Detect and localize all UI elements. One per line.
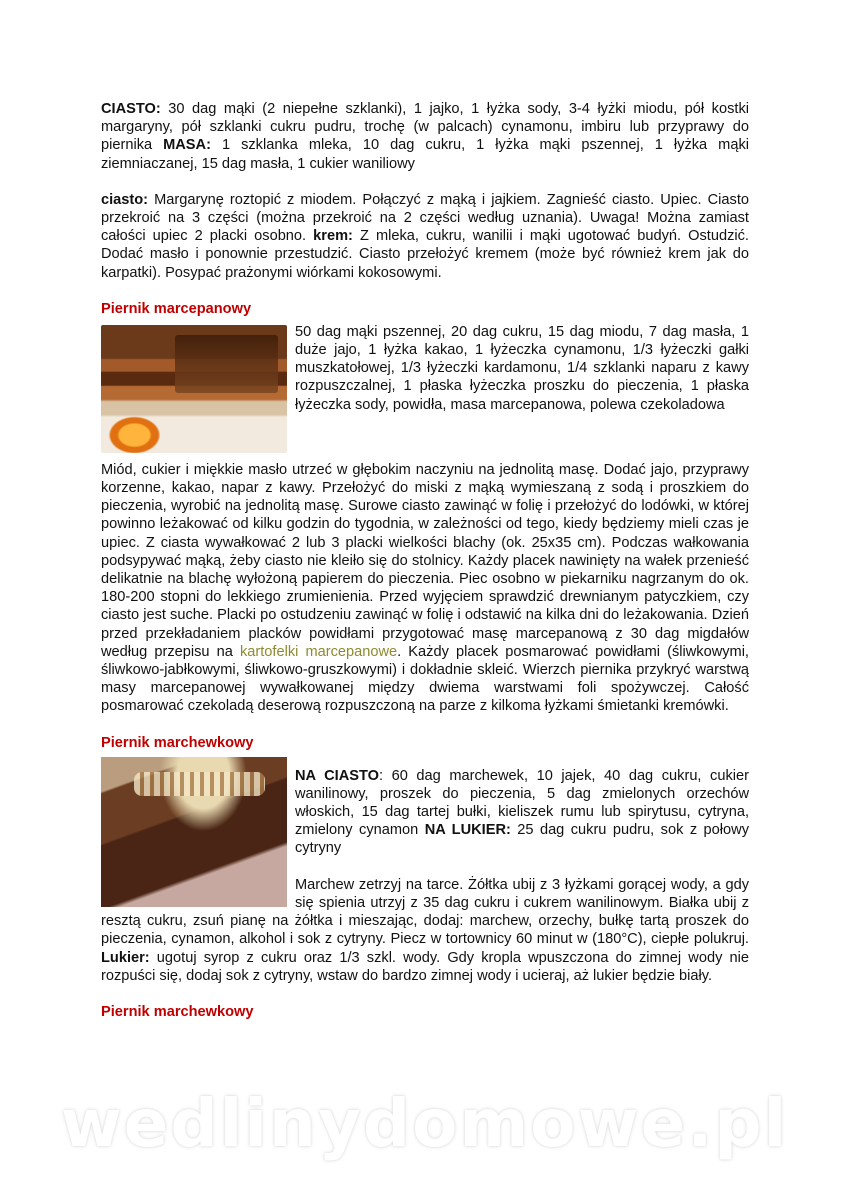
label-krem: krem:	[313, 228, 353, 245]
marzipan-ingredients: 50 dag mąki pszennej, 20 dag cukru, 15 dag miodu, 7 dag masła, 1 duże jajo, 1 łyżka kakao, 1 łyżeczka cynamonu, 1/3 łyżeczki gałki muszkatołowej, 1/3 łyżeczki kardamonu, 1/4 szklanki naparu z kawy rozpuszczalnej, 1 płaska łyżeczka proszku do pieczenia, 1 płaska łyżeczka sody, powidła, masa marcepanowa, polewa czekoladowa	[295, 323, 749, 413]
marzipan-method: Miód, cukier i miękkie masło utrzeć w głębokim naczyniu na jednolitą masę. Dodać jajo, przyprawy korzenne, kakao, napar z kawy. Przełożyć do miski z mąką wymieszaną z sodą i proszkiem do pieczenia, wyrobić na jednolitą masę. Surowe ciasto zawinąć w folię i przełożyć do lodówki, w której powinno leżakować od kilku godzin do tygodnia, w zależności od tego, kiedy będziemy mieli czas je upiec. Z ciasta wywałkować 2 lub 3 placki wielkości blachy (ok. 25x35 cm). Podczas wałkowania podsypywać mąką, żeby ciasto nie kleiło się do stolnicy. Każdy placek nawinięty na wałek przenieść delikatnie na blachę wyłożoną papierem do pieczenia. Piec osobno w piekarniku nagrzanym do ok. 180-200 stopni do lekkiego zrumienienia. Przed wyjęciem sprawdzić drewnianym patyczkiem, czy ciasto jest suche. Placki po ostudzeniu zawinąć w folię i odstawić na kilka dni do leżakowania. Dzień przed przekładaniem placków powidłami przygotować masę marcepanową z 30 dag migdałów według przepisu na kartofelki marcepanowe. Każdy placek posmarować powidłami (śliwkowymi, śliwkowo-jabłkowymi, śliwkowo-gruszkowymi) i dokładnie skleić. Wierzch piernika przykryć warstwą masy marcepanowej wywałkowanej między dwiema warstwami foli spożywczej. Całość posmarować czekoladą deserową rozpuszczoną na parze z kilkoma łyżkami śmietanki kremówki.	[101, 461, 749, 715]
heading-piernik-marchewkowy-2: Piernik marchewkowy	[101, 1003, 254, 1020]
ingredients-paragraph: CIASTO: 30 dag mąki (2 niepełne szklanki), 1 jajko, 1 łyżka sody, 3-4 łyżki miodu, pół kostki margaryny, pół szklanki cukru pudru, trochę (w palcach) cynamonu, imbiru lub przyprawy do piernika MASA: 1 szklanka mleka, 10 dag cukru, 1 łyżka mąki pszennej, 1 łyżka mąki ziemniaczanej, 15 dag masła, 1 cukier waniliowy	[101, 101, 749, 172]
link-kartofelki-marcepanowe[interactable]: kartofelki marcepanowe	[239, 643, 398, 660]
label-lukier: Lukier:	[101, 949, 150, 966]
label-na-ciasto: NA CIASTO	[295, 767, 379, 784]
watermark: wedlinydomowe.pl	[60, 1085, 789, 1162]
marzipan-gingerbread-photo	[101, 325, 287, 453]
carrot-gingerbread-photo	[101, 757, 287, 907]
content-column	[101, 100, 749, 1021]
label-ciasto-method: ciasto:	[101, 191, 149, 208]
label-na-lukier: NA LUKIER:	[424, 822, 511, 839]
heading-piernik-marcepanowy: Piernik marcepanowy	[101, 300, 252, 317]
label-ciasto: CIASTO:	[101, 101, 161, 117]
label-masa: MASA:	[163, 137, 211, 154]
carrot-method: Marchew zetrzyj na tarce. Żółtka ubij z 3 łyżkami gorącej wody, a gdy się spienia utrzyj z 35 dag cukru i cukrem wanilinowym. Białka ubij z resztą cukru, zsuń pianę na żółtka i mieszając, dodaj: marchew, orzechy, bułkę tartą proszek do pieczenia, cynamon, alkohol i sok z cytryny. Piecz w tortownicy 60 minut w (180°C), ciepłe polukruj. Lukier: ugotuj syrop z cukru oraz 1/3 szkl. wody. Gdy kropla wpuszczona do zimnej wody nie rozpuści się, dodaj sok z cytryny, wstaw do bardzo zimnej wody i ucieraj, aż lukier będzie biały.	[101, 876, 749, 984]
heading-piernik-marchewkowy: Piernik marchewkowy	[101, 734, 254, 751]
method-paragraph: ciasto: Margarynę roztopić z miodem. Połączyć z mąką i jajkiem. Zagnieść ciasto. Upiec. Ciasto przekroić na 3 części (można przekroić na 2 części według uznania). Uwaga! Można zamiast całości upiec 2 placki osobno. krem: Z mleka, cukru, wanilii i mąki ugotować budyń. Ostudzić. Dodać masło i ponownie przestudzić. Ciasto przełożyć kremem (może być również krem jak do karpatki). Posypać prażonymi wiórkami kokosowymi.	[101, 191, 749, 281]
carrot-ingredients: NA CIASTO: 60 dag marchewek, 10 jajek, 40 dag cukru, cukier wanilinowy, proszek do pieczenia, 5 dag zmielonych orzechów włoskich, 15 dag tartej bułki, kieliszek rumu lub spirytusu, cytryna, zmielony cynamon NA LUKIER: 25 dag cukru pudru, sok z połowy cytryny	[295, 767, 749, 857]
